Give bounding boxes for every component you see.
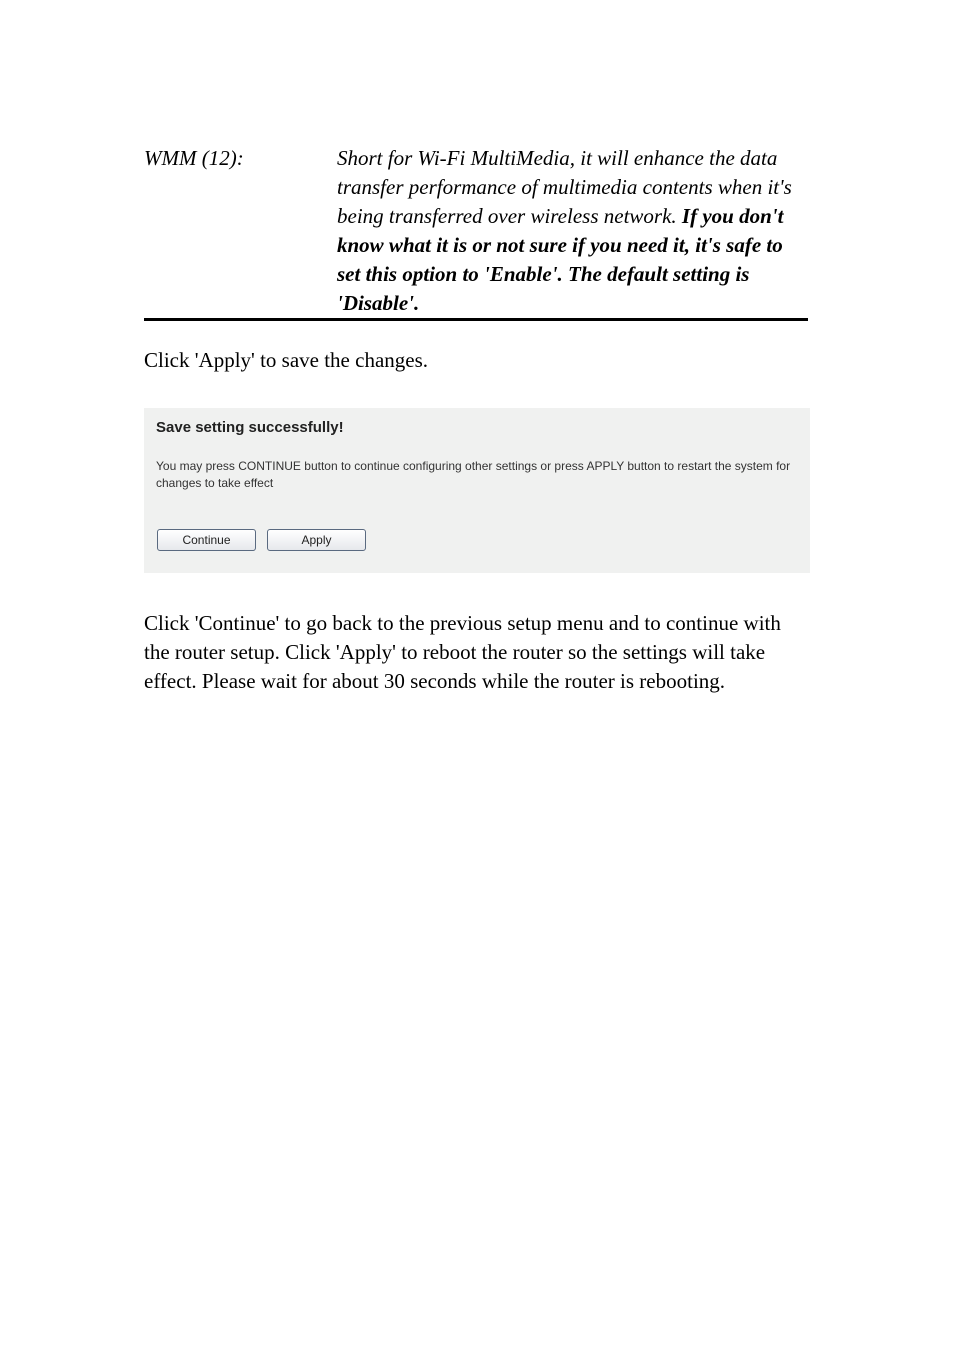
continue-instruction: Click 'Continue' to go back to the previous setup menu and to continue with the router setup. Click 'Apply' to reboot the router so the settings will take effect. Please wait for about 30 seconds while the router is rebooting. xyxy=(144,611,781,693)
definition-description xyxy=(337,144,808,318)
dialog-title: Save setting successfully! xyxy=(156,419,344,436)
definition-desc-bold: If you don't know what it is or not sure if you need it, it's safe to set this option to 'Enable'. The default setting is 'Disable'. xyxy=(337,204,784,315)
continue-button[interactable]: Continue xyxy=(157,529,256,551)
definition-desc-plain: Short for Wi-Fi MultiMedia, it will enhance the data transfer performance of multimedia contents when it's being transferred over wireless network. xyxy=(337,146,792,228)
wmm-definition-row xyxy=(144,144,808,321)
dialog-message: You may press CONTINUE button to continue configuring other settings or press APPLY button to restart the system for changes to take effect xyxy=(156,459,791,490)
apply-button[interactable]: Apply xyxy=(267,529,366,551)
apply-instruction: Click 'Apply' to save the changes. xyxy=(144,348,429,372)
definition-term: WMM (12): xyxy=(144,146,244,170)
save-success-dialog xyxy=(144,408,810,573)
